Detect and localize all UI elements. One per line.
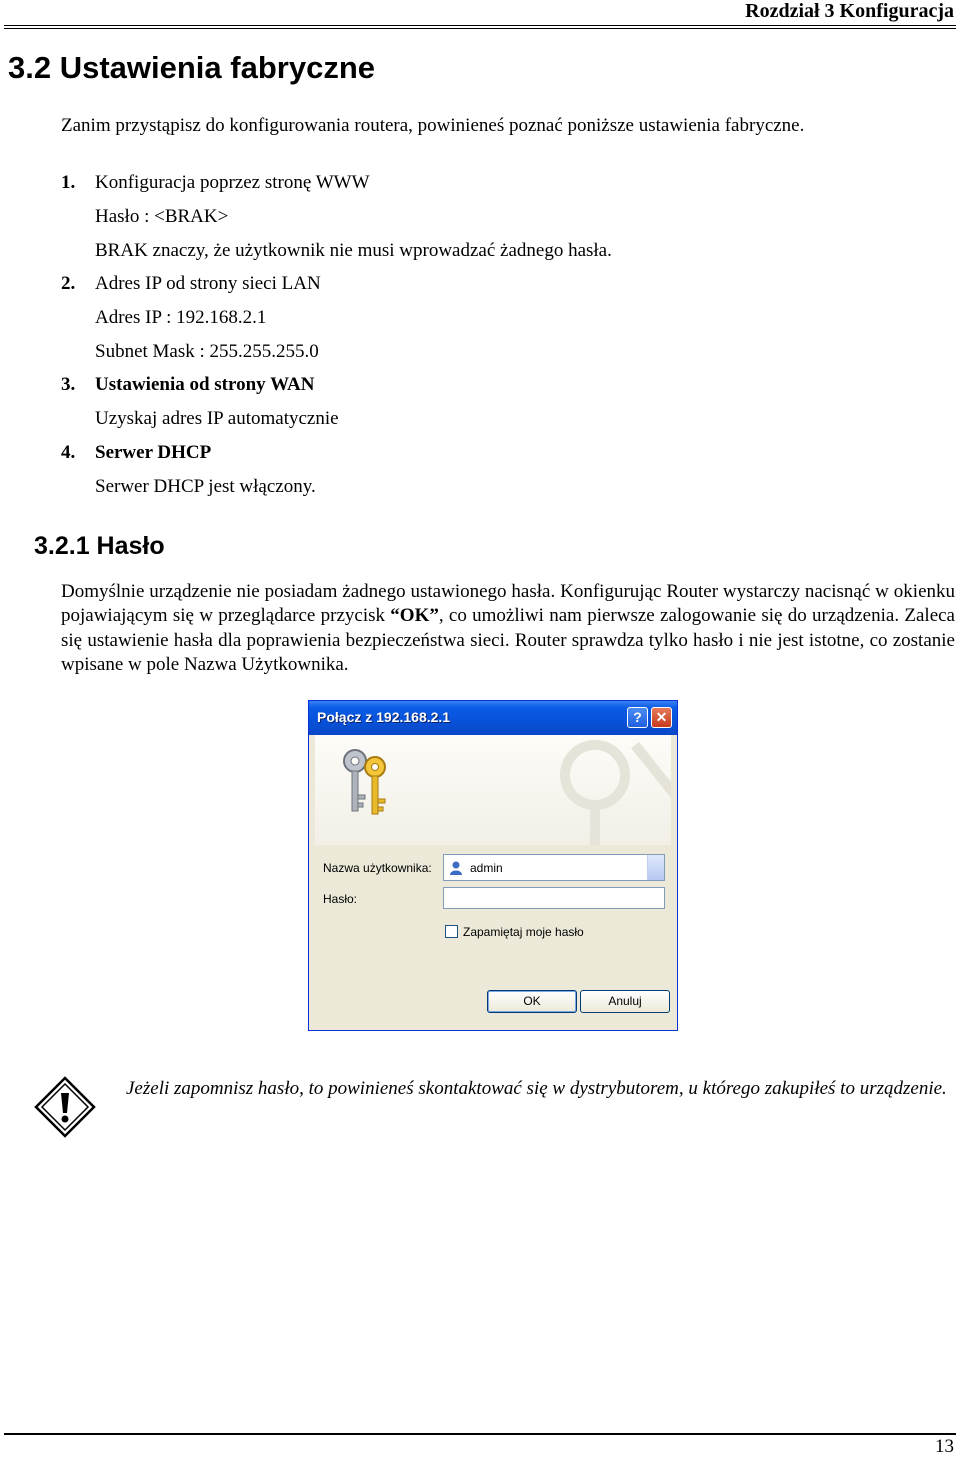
list-item-4-title: 4. Serwer DHCP — [61, 442, 212, 463]
list-item-3-title: 3. Ustawienia od strony WAN — [61, 374, 315, 395]
watermark-keys-icon — [525, 735, 671, 845]
dialog-titlebar — [309, 701, 677, 735]
close-button[interactable]: ✕ — [651, 707, 672, 728]
warning-icon — [34, 1076, 96, 1138]
chevron-down-icon[interactable] — [647, 855, 664, 880]
username-value: admin — [470, 861, 503, 875]
password-label: Hasło: — [323, 892, 358, 906]
subsection-title: 3.2.1 Hasło — [34, 532, 165, 560]
remember-checkbox[interactable] — [445, 925, 458, 938]
header-rule — [4, 25, 956, 26]
section-title: 3.2 Ustawienia fabryczne — [8, 50, 375, 85]
dialog-banner — [315, 735, 671, 845]
list-item-1-line-1: Hasło : <BRAK> — [95, 206, 229, 227]
password-field[interactable] — [443, 887, 665, 909]
cancel-button[interactable]: Anuluj — [580, 990, 670, 1013]
warning-note: Jeżeli zapomnisz hasło, to powinieneś skontaktować się w dystrybutorem, u którego zakupiłeś to urządzenie. — [126, 1078, 947, 1099]
page-number: 13 — [935, 1436, 954, 1457]
chapter-header: Rozdział 3 Konfiguracja — [745, 0, 954, 22]
login-dialog — [308, 700, 678, 1031]
help-button[interactable]: ? — [627, 707, 648, 728]
list-item-2-line-1: Adres IP : 192.168.2.1 — [95, 307, 267, 328]
list-item-4-line-1: Serwer DHCP jest włączony. — [95, 476, 316, 497]
list-item-1-line-2: BRAK znaczy, że użytkownik nie musi wprowadzać żadnego hasła. — [95, 240, 612, 261]
footer-rule — [4, 1433, 956, 1435]
dialog-title: Połącz z 192.168.2.1 — [317, 709, 451, 725]
header-rule-2 — [4, 28, 956, 29]
ok-button[interactable]: OK — [487, 990, 577, 1013]
username-label: Nazwa użytkownika: — [323, 861, 432, 875]
list-item-2-title: 2. Adres IP od strony sieci LAN — [61, 273, 321, 294]
section-intro: Zanim przystąpisz do konfigurowania routera, powinieneś poznać poniższe ustawienia fabryczne. — [61, 115, 805, 136]
username-field[interactable] — [443, 854, 665, 881]
keys-icon — [329, 743, 399, 823]
list-item-2-line-2: Subnet Mask : 255.255.255.0 — [95, 341, 319, 362]
subsection-paragraph: Domyślnie urządzenie nie posiadam żadnego ustawionego hasła. Konfigurując Router wystarczy nacisnąć w okienku pojawiającym się w przeglądarce przycisk “OK”, co umożliwi nam pierwsze zalogowanie się do urządzenia. Zaleca się ustawienie hasła dla poprawienia bezpieczeństwa sieci. Router sprawdza tylko hasło i nie jest istotne, co zostanie wpisane w pole Nazwa Użytkownika. — [61, 581, 955, 675]
list-item-3-line-1: Uzyskaj adres IP automatycznie — [95, 408, 339, 429]
remember-label: Zapamiętaj moje hasło — [463, 925, 584, 939]
list-item-1-title: 1. Konfiguracja poprzez stronę WWW — [61, 172, 370, 193]
user-icon — [448, 860, 464, 876]
